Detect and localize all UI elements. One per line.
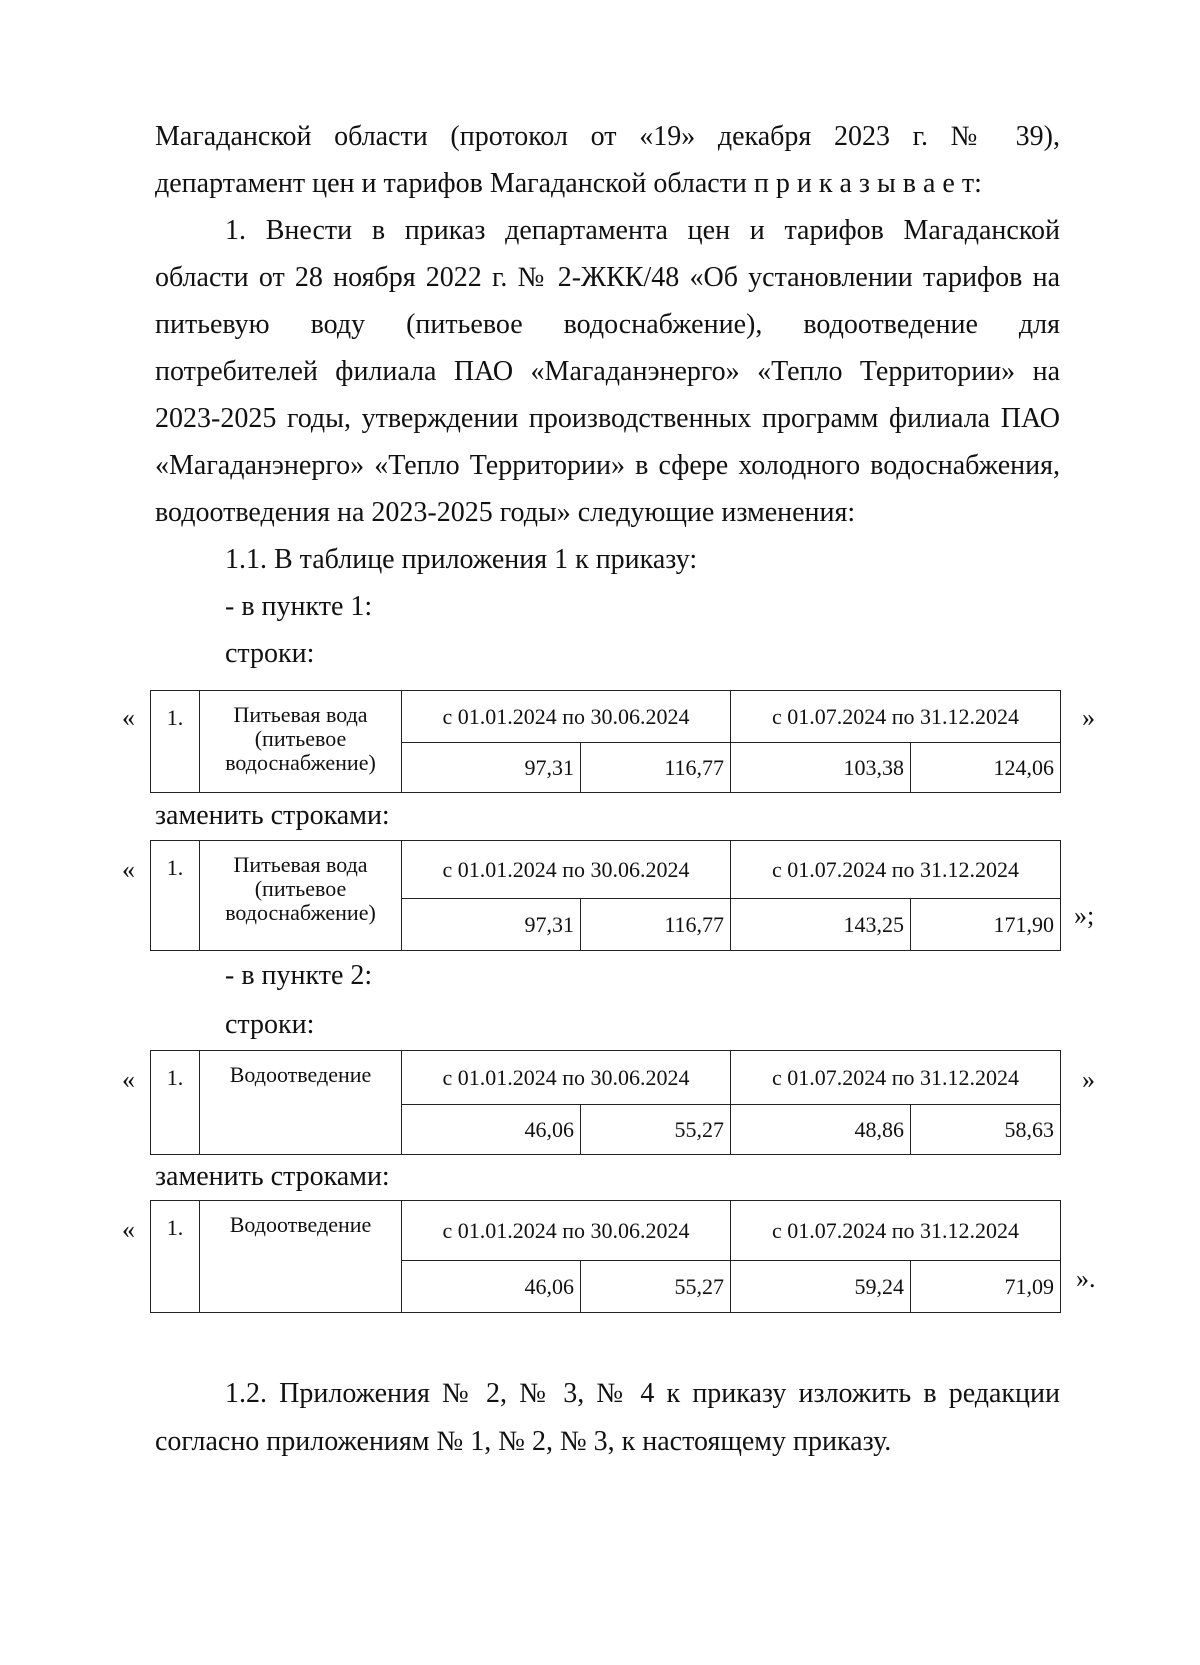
open-quote: « <box>122 1065 135 1094</box>
paragraph-line: 1.1. В таблице приложения 1 к приказу: <box>225 544 698 575</box>
tariff-table-old-1 <box>150 690 1061 793</box>
tariff-value: 55,27 <box>581 1261 731 1313</box>
tariff-value: 143,25 <box>731 899 911 951</box>
paragraph-line: 1.2. Приложения № 2, № 3, № 4 к приказу изложить в редакции <box>225 1378 1060 1409</box>
tariff-table-new-2 <box>150 1200 1061 1313</box>
point-label: - в пункте 2: <box>225 960 373 991</box>
tariff-value: 116,77 <box>581 899 731 951</box>
tariff-value: 97,31 <box>402 743 581 793</box>
tariff-table-new-1 <box>150 840 1061 951</box>
paragraph-line: водоотведения на 2023-2025 годы» следующие изменения: <box>155 497 856 528</box>
paragraph-line: области от 28 ноября 2022 г. № 2-ЖКК/48 «Об установлении тарифов на <box>155 262 1060 293</box>
paragraph-line: согласно приложениям № 1, № 2, № 3, к настоящему приказу. <box>155 1426 892 1457</box>
tariff-value: 71,09 <box>911 1261 1061 1313</box>
row-number: 1. <box>151 841 200 951</box>
service-name: Питьевая вода (питьевое водоснабжение) <box>200 841 402 951</box>
paragraph-line: питьевую воду (питьевое водоснабжение), водоотведение для <box>155 309 1060 340</box>
period-header: с 01.07.2024 по 31.12.2024 <box>731 691 1061 743</box>
service-name: Водоотведение <box>200 1051 402 1155</box>
rows-label: строки: <box>225 1009 315 1040</box>
close-quote: »; <box>1074 901 1095 930</box>
period-header: с 01.01.2024 по 30.06.2024 <box>402 1201 731 1261</box>
row-number: 1. <box>151 1201 200 1313</box>
period-header: с 01.01.2024 по 30.06.2024 <box>402 1051 731 1105</box>
paragraph-line: 1. Внести в приказ департамента цен и тарифов Магаданской <box>225 215 1060 246</box>
tariff-value: 48,86 <box>731 1105 911 1155</box>
paragraph-line: Магаданской области (протокол от «19» декабря 2023 г. № 39), <box>155 121 1060 152</box>
tariff-value: 124,06 <box>911 743 1061 793</box>
replace-label: заменить строками: <box>155 800 390 831</box>
tariff-value: 46,06 <box>402 1261 581 1313</box>
row-number: 1. <box>151 1051 200 1155</box>
rows-label: строки: <box>225 638 315 669</box>
open-quote: « <box>122 1215 135 1244</box>
tariff-value: 103,38 <box>731 743 911 793</box>
service-name: Питьевая вода (питьевое водоснабжение) <box>200 691 402 793</box>
paragraph-line: 2023-2025 годы, утверждении производственных программ филиала ПАО <box>155 403 1060 434</box>
tariff-value: 171,90 <box>911 899 1061 951</box>
row-number: 1. <box>151 691 200 793</box>
close-quote: ». <box>1076 1264 1096 1293</box>
open-quote: « <box>122 703 135 732</box>
paragraph-line: департамент цен и тарифов Магаданской области п р и к а з ы в а е т: <box>155 168 982 199</box>
service-name: Водоотведение <box>200 1201 402 1313</box>
point-label: - в пункте 1: <box>225 591 373 622</box>
tariff-value: 55,27 <box>581 1105 731 1155</box>
paragraph-line: потребителей филиала ПАО «Магаданэнерго» «Тепло Территории» на <box>155 356 1060 387</box>
tariff-value: 116,77 <box>581 743 731 793</box>
tariff-value: 59,24 <box>731 1261 911 1313</box>
tariff-value: 46,06 <box>402 1105 581 1155</box>
tariff-value: 58,63 <box>911 1105 1061 1155</box>
tariff-value: 97,31 <box>402 899 581 951</box>
period-header: с 01.07.2024 по 31.12.2024 <box>731 1201 1061 1261</box>
paragraph-line: «Магаданэнерго» «Тепло Территории» в сфере холодного водоснабжения, <box>155 450 1060 481</box>
open-quote: « <box>122 855 135 884</box>
period-header: с 01.07.2024 по 31.12.2024 <box>731 1051 1061 1105</box>
close-quote: » <box>1082 703 1095 732</box>
period-header: с 01.01.2024 по 30.06.2024 <box>402 841 731 899</box>
close-quote: » <box>1082 1065 1095 1094</box>
tariff-table-old-2 <box>150 1050 1061 1155</box>
period-header: с 01.07.2024 по 31.12.2024 <box>731 841 1061 899</box>
replace-label: заменить строками: <box>155 1161 390 1192</box>
period-header: с 01.01.2024 по 30.06.2024 <box>402 691 731 743</box>
